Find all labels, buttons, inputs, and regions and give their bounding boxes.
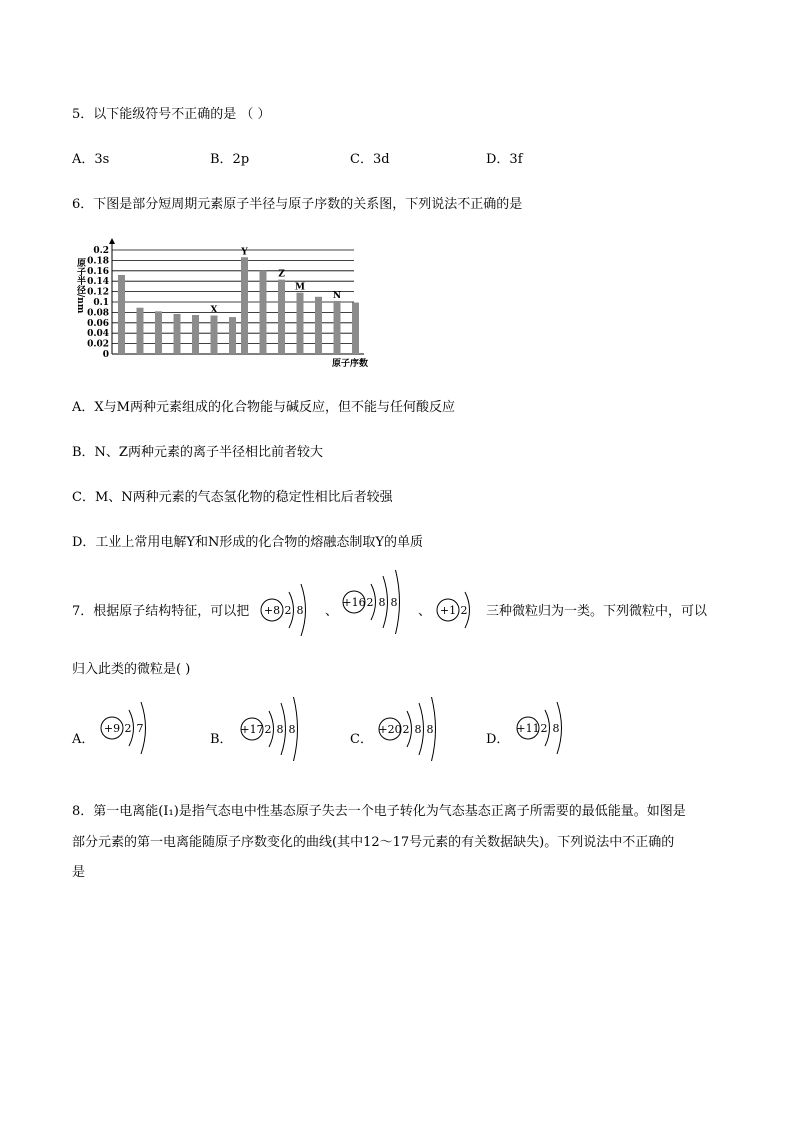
shell-electron-count: 8 bbox=[552, 722, 560, 735]
bar bbox=[260, 271, 267, 354]
shell-electron-count: 8 bbox=[414, 723, 422, 736]
y-tick-label: 0.02 bbox=[87, 339, 109, 350]
q6-option-d[interactable]: D．工业上常用电解Y和N形成的化合物的熔融态制取Y的单质 bbox=[72, 535, 423, 550]
q5-option-d[interactable]: D．3f bbox=[486, 152, 523, 167]
bar bbox=[315, 297, 322, 354]
shell-electron-count: 2 bbox=[460, 604, 468, 617]
atom-diagram-option-b[interactable] bbox=[238, 697, 313, 765]
atom-diagram-h bbox=[434, 590, 485, 634]
q8-line1: 8．第一电离能(I₁)是指气态电中性基态原子失去一个电子转化为气态基态正离子所需要的最低能量。如图是 bbox=[72, 804, 686, 819]
q5-option-c[interactable]: C．3d bbox=[350, 152, 390, 167]
bar bbox=[241, 257, 248, 354]
y-axis-label: 原子半径/nm bbox=[75, 258, 85, 314]
q6-stem: 6．下图是部分短周期元素原子半径与原子序数的关系图，下列说法不正确的是 bbox=[72, 197, 523, 212]
q7-option-b-label[interactable]: B． bbox=[210, 732, 233, 747]
bar-label: M bbox=[295, 282, 305, 293]
nucleus-charge: +17 bbox=[240, 723, 264, 736]
q6-option-a[interactable]: A．X与M两种元素组成的化合物能与碱反应，但不能与任何酸反应 bbox=[72, 400, 455, 415]
shell-electron-count: 7 bbox=[136, 722, 144, 735]
q7-stem-line2: 归入此类的微粒是( ) bbox=[72, 662, 191, 677]
q7-stem-post: 三种微粒归为一类。下列微粒中，可以 bbox=[486, 604, 708, 619]
shell-electron-count: 2 bbox=[402, 723, 410, 736]
q6-option-c[interactable]: C．M、N两种元素的气态氢化物的稳定性相比后者较强 bbox=[72, 490, 393, 505]
y-tick-label: 0.16 bbox=[87, 266, 109, 277]
y-tick-label: 0.2 bbox=[93, 246, 109, 256]
bar bbox=[155, 311, 162, 354]
y-tick-label: 0.1 bbox=[93, 298, 109, 308]
shell-electron-count: 2 bbox=[124, 722, 132, 735]
atom-diagram-option-a[interactable] bbox=[98, 702, 161, 758]
bar-label: N bbox=[332, 290, 342, 301]
x-axis-label: 原子序数 bbox=[331, 359, 368, 369]
shell-electron-count: 8 bbox=[288, 723, 296, 736]
shell-electron-count: 2 bbox=[284, 604, 292, 617]
shell-electron-count: 2 bbox=[264, 723, 272, 736]
q5-option-a[interactable]: A．3s bbox=[72, 152, 110, 167]
bar bbox=[229, 317, 236, 354]
atomic-radius-chart bbox=[72, 236, 372, 370]
bar bbox=[334, 301, 341, 354]
q7-stem-pre: 7．根据原子结构特征，可以把 bbox=[72, 604, 250, 619]
bar bbox=[192, 315, 199, 354]
bar bbox=[118, 275, 125, 354]
bar-label: Y bbox=[241, 247, 248, 258]
shell-electron-count: 8 bbox=[276, 723, 284, 736]
shell-electron-count: 8 bbox=[390, 596, 398, 609]
y-tick-label: 0.12 bbox=[87, 287, 109, 298]
shell-electron-count: 8 bbox=[378, 596, 386, 609]
q7-separator: 、 bbox=[325, 604, 339, 619]
bar bbox=[137, 308, 144, 354]
nucleus-charge: +11 bbox=[516, 722, 540, 735]
nucleus-charge: +16 bbox=[342, 596, 366, 609]
bar bbox=[211, 316, 218, 354]
y-tick-label: 0.06 bbox=[87, 318, 109, 329]
q7-option-d-label[interactable]: D． bbox=[486, 732, 510, 747]
bar bbox=[174, 314, 181, 354]
q8-line2: 部分元素的第一电离能随原子序数变化的曲线(其中12～17号元素的有关数据缺失)。下列说法中不正确的 bbox=[72, 835, 675, 850]
q7-option-a-label[interactable]: A． bbox=[72, 732, 95, 747]
q7-option-c-label[interactable]: C． bbox=[350, 732, 373, 747]
nucleus-charge: +1 bbox=[439, 604, 457, 617]
y-axis-arrow bbox=[109, 238, 115, 244]
y-tick-label: 0.14 bbox=[87, 277, 109, 288]
y-tick-label: 0.08 bbox=[87, 308, 109, 319]
atom-diagram-option-d[interactable] bbox=[514, 702, 577, 758]
y-tick-label: 0 bbox=[102, 350, 109, 360]
bar bbox=[352, 303, 359, 354]
atom-diagram-o bbox=[258, 584, 321, 640]
q7-separator: 、 bbox=[418, 604, 432, 619]
nucleus-charge: +9 bbox=[103, 722, 121, 735]
y-tick-label: 0.18 bbox=[87, 256, 109, 267]
shell-electron-count: 2 bbox=[540, 722, 548, 735]
bar bbox=[297, 293, 304, 354]
shell-electron-count: 8 bbox=[296, 604, 304, 617]
atom-diagram-option-c[interactable] bbox=[376, 697, 451, 765]
q8-line3: 是 bbox=[72, 865, 86, 880]
bar-label: X bbox=[210, 305, 218, 316]
bar-label: Z bbox=[278, 269, 285, 280]
shell-electron-count: 8 bbox=[426, 723, 434, 736]
nucleus-charge: +20 bbox=[378, 723, 402, 736]
y-tick-label: 0.04 bbox=[87, 329, 109, 340]
shell-electron-count: 2 bbox=[366, 596, 374, 609]
q5-option-b[interactable]: B．2p bbox=[210, 152, 250, 167]
nucleus-charge: +8 bbox=[263, 604, 281, 617]
q6-option-b[interactable]: B．N、Z两种元素的离子半径相比前者较大 bbox=[72, 445, 323, 460]
atom-diagram-s bbox=[340, 570, 415, 638]
bar bbox=[278, 280, 285, 354]
q5-stem: 5．以下能级符号不正确的是 （ ） bbox=[72, 107, 271, 122]
